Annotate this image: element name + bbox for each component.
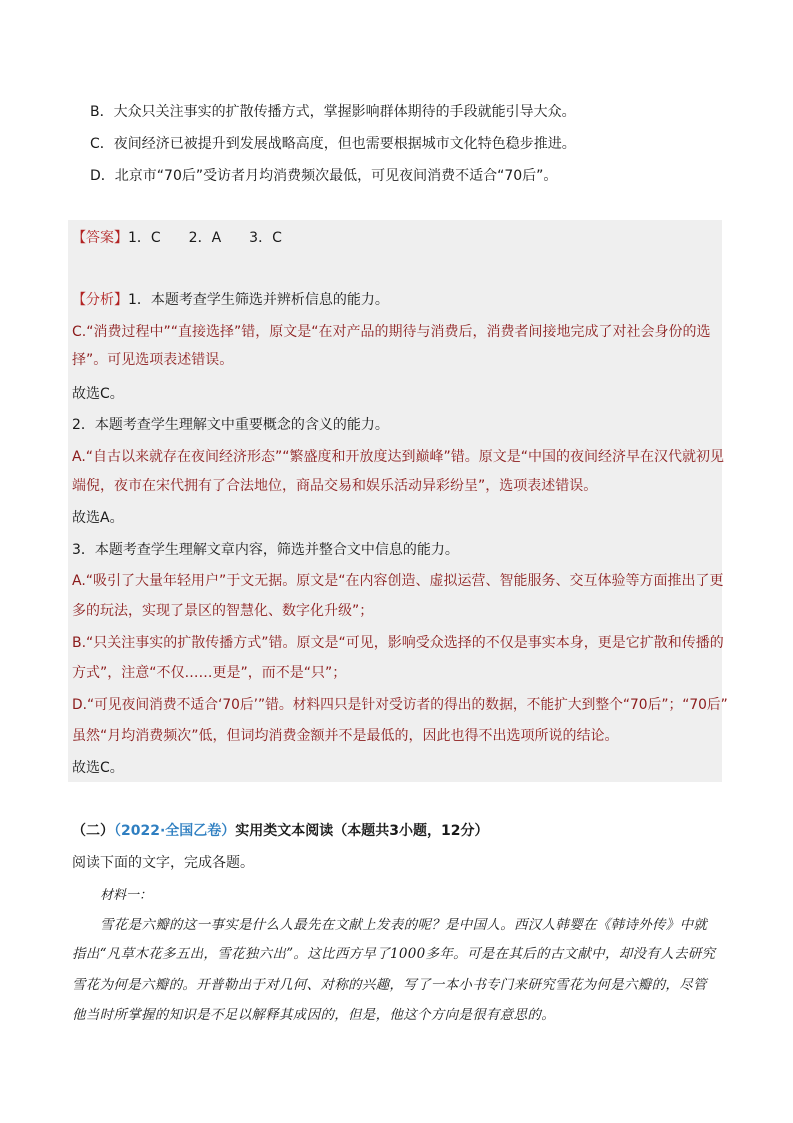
analysis-q2-intro: 2．本题考查学生理解文中重要概念的含义的能力。 — [72, 417, 389, 433]
analysis-q3-a-line2: 多的玩法，实现了景区的智慧化、数字化升级”； — [72, 603, 374, 619]
material-line3: 雪花为何是六瓣的。开普勒出于对几何、对称的兴趣，写了一本小书专门来研究雪花为何是六瓣的，尽管 — [72, 977, 707, 993]
section-source: （2022·全国乙卷） — [114, 823, 236, 839]
analysis-q1-intro — [72, 290, 389, 310]
section-prefix: （二） — [72, 823, 114, 839]
analysis-q1-intro-text: 1．本题考查学生筛选并辨析信息的能力。 — [128, 292, 389, 308]
analysis-q2-line1: A.“自古以来就存在夜间经济形态”“繁盛度和开放度达到巅峰”错。原文是“中国的夜间经济早在汉代就初见 — [72, 449, 725, 465]
answer-label: 【答案】 — [72, 230, 128, 246]
option-d: D．北京市“70后”受访者月均消费频次最低，可见夜间消费不适合“70后”。 — [90, 168, 558, 184]
material-line4: 他当时所掌握的知识是不足以解释其成因的，但是，他这个方向是很有意思的。 — [72, 1007, 555, 1023]
material-line1: 雪花是六瓣的这一事实是什么人最先在文献上发表的呢？是中国人。西汉人韩婴在《韩诗外传》中就 — [100, 917, 708, 933]
analysis-q3-intro: 3．本题考查学生理解文章内容，筛选并整合文中信息的能力。 — [72, 542, 459, 558]
option-c: C．夜间经济已被提升到发展战略高度，但也需要根据城市文化特色稳步推进。 — [90, 136, 576, 152]
material-line2: 指出“凡草木花多五出，雪花独六出”。这比西方早了1000多年。可是在其后的古文献中，却没有人去研究 — [72, 946, 716, 962]
material-label: 材料一： — [100, 888, 153, 903]
analysis-q2-choice: 故选A。 — [72, 510, 124, 526]
section-title-text: 实用类文本阅读（本题共3小题，12分） — [235, 823, 489, 839]
analysis-q3-d-line1: D.“可见夜间消费不适合‘70后’”错。材料四只是针对受访者的得出的数据，不能扩大到整个“70后”；“70后” — [72, 697, 728, 713]
analysis-q1-line1: C.“消费过程中”“直接选择”错，原文是“在对产品的期待与消费后，消费者间接地完成了对社会身份的选 — [72, 324, 711, 340]
reading-intro: 阅读下面的文字，完成各题。 — [72, 855, 254, 871]
analysis-q2-line2: 端倪，夜市在宋代拥有了合法地位，商品交易和娱乐活动异彩纷呈”，选项表述错误。 — [72, 478, 598, 494]
answer-text: 1．C 2．A 3．C — [128, 230, 282, 246]
analysis-q1-line2: 择”。可见选项表述错误。 — [72, 352, 234, 368]
analysis-q3-b-line2: 方式”，注意“不仅……更是”，而不是“只”； — [72, 665, 347, 681]
analysis-q1-choice: 故选C。 — [72, 386, 124, 402]
answer-line — [72, 228, 282, 248]
section-title — [72, 820, 489, 840]
analysis-q3-b-line1: B.“只关注事实的扩散传播方式”错。原文是“可见，影响受众选择的不仅是事实本身，更是它扩散和传播的 — [72, 635, 724, 651]
analysis-q3-a-line1: A.“吸引了大量年轻用户”于文无据。原文是“在内容创造、虚拟运营、智能服务、交互体验等方面推出了更 — [72, 573, 724, 589]
analysis-q3-choice: 故选C。 — [72, 760, 124, 776]
analysis-label: 【分析】 — [72, 292, 128, 308]
option-b: B．大众只关注事实的扩散传播方式，掌握影响群体期待的手段就能引导大众。 — [90, 104, 576, 120]
analysis-q3-d-line2: 虽然“月均消费频次”低，但词均消费金额并不是最低的，因此也得不出选项所说的结论。 — [72, 728, 619, 744]
